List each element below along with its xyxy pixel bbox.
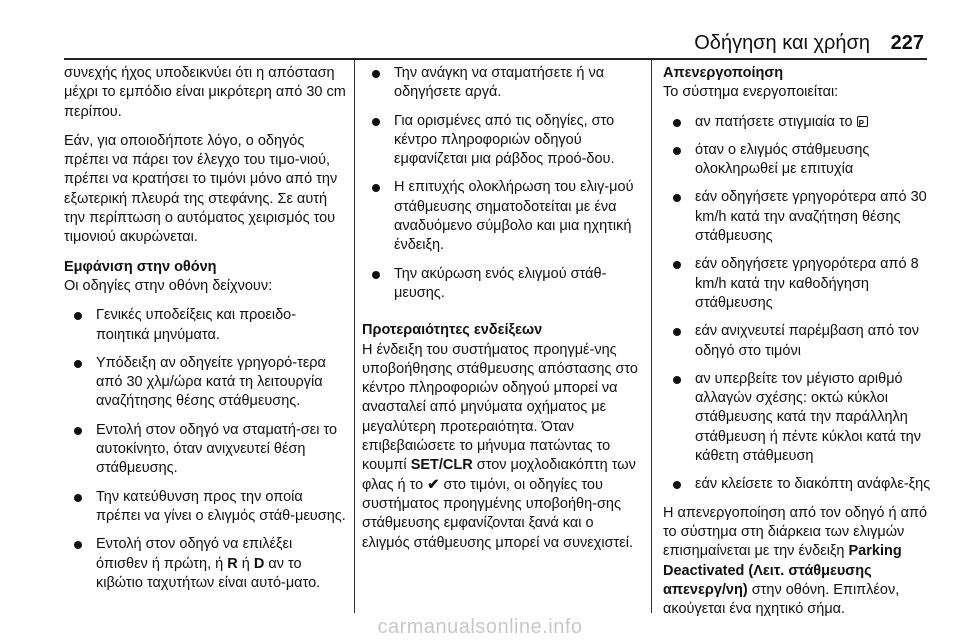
bullet-icon: [74, 541, 82, 549]
paragraph: Οι οδηγίες στην οθόνη δείχνουν:: [64, 277, 273, 294]
paragraph: Το σύστημα ενεργοποιείται:: [663, 84, 839, 101]
bullet-icon: [673, 194, 681, 202]
list-item: Για ορισμένες από τις οδηγίες, στο κέντρο πληροφοριών οδηγού εμφανίζεται μια ράβδος προό-δου.: [362, 112, 643, 170]
list-item: Την ανάγκη να σταματήσετε ή να οδηγήσετε αργά.: [362, 64, 643, 103]
bullet-icon: [673, 261, 681, 269]
column-2: [362, 64, 643, 557]
bullet-list: [663, 113, 933, 495]
bullet-icon: [372, 271, 380, 279]
list-item: Η επιτυχής ολοκλήρωση του ελιγ-μού στάθμευσης σηματοδοτείται με ένα αναδυόμενο σύμβολο και μια ηχητική ένδειξη.: [362, 178, 643, 255]
bullet-icon: [74, 360, 82, 368]
bullet-icon: [74, 312, 82, 320]
watermark: carmanualsonline.info: [377, 616, 583, 638]
column-1: [64, 64, 346, 602]
section-title: Οδήγηση και χρήση: [694, 32, 870, 54]
bullet-list: [362, 64, 643, 303]
page-header: [0, 30, 960, 56]
list-item: Γενικές υποδείξεις και προειδο-ποιητικά μηνύματα.: [64, 306, 346, 345]
bullet-icon: [74, 494, 82, 502]
list-item: όταν ο ελιγμός στάθμευσης ολοκληρωθεί με επιτυχία: [663, 141, 933, 180]
gear-d-label: D: [253, 555, 265, 572]
bullet-icon: [673, 376, 681, 384]
bullet-icon: [673, 119, 681, 127]
paragraph: Η ένδειξη του συστήματος προηγμέ-νης υποβοήθησης στάθμευσης απόστασης στο κέντρο πληροφοριών οδηγού μπορεί να ανασταλεί από μηνύματα οχήματος με μεγαλύτερη προτεραιότητα. Όταν επιβεβαιώσετε το μήνυμα πατώντας το κουμπί SET/CLR στον μοχλοδιακόπτη των φλας ή το ✔ στο τιμόνι, οι οδηγίες του συστήματος προηγμένης υποβοήθη-σης στάθμευσης εμφανίζονται ξανά και ο ελιγμός στάθμευσης μπορεί να συνεχιστεί.: [362, 341, 638, 551]
list-item: αν υπερβείτε τον μέγιστο αριθμό αλλαγών σχέσης: οκτώ κύκλοι στάθμευσης κατά την παράλληλη στάθμευση ή πέντε κύκλοι κατά την κάθετη στάθμευση: [663, 370, 933, 466]
park-assist-icon: [857, 116, 868, 127]
section-heading: Προτεραιότητες ενδείξεων: [362, 322, 543, 339]
page-number: 227: [890, 32, 924, 54]
check-icon: ✔: [427, 476, 440, 493]
column-divider-2: [651, 60, 652, 613]
column-divider-1: [354, 60, 355, 613]
column-3: [663, 64, 933, 623]
parking-deactivated-message: Parking Deactivated (Λειτ. στάθμευσης απενεργ/νη): [663, 543, 902, 598]
list-item: Εντολή στον οδηγό να επιλέξει όπισθεν ή πρώτη, ή R ή D αν το κιβώτιο ταχυτήτων είναι αυτό-ματο.: [64, 535, 346, 593]
list-item: Υπόδειξη αν οδηγείτε γρηγορό-τερα από 30 χλμ/ώρα κατά τη λειτουργία αναζήτησης θέσης στάθμευσης.: [64, 354, 346, 412]
bullet-icon: [673, 328, 681, 336]
paragraph: Η απενεργοποίηση από τον οδηγό ή από το σύστημα στη διάρκεια των ελιγμών επισημαίνεται με την ένδειξη Parking Deactivated (Λειτ. στάθμευσης απενεργ/νη) στην οθόνη. Επιπλέον, ακούγεται ένα ηχητικό σήμα.: [663, 504, 928, 618]
gear-r-label: R: [227, 555, 238, 572]
list-item: εάν οδηγήσετε γρηγορότερα από 8 km/h κατά την καθοδήγηση στάθμευσης: [663, 255, 933, 313]
list-item: Την ακύρωση ενός ελιγμού στάθ-μευσης.: [362, 265, 643, 304]
header-rule: [64, 58, 927, 60]
list-item: εάν κλείσετε το διακόπτη ανάφλε-ξης: [663, 475, 933, 494]
list-item: αν πατήσετε στιγμιαία το P: [663, 113, 933, 132]
set-clr-button-label: SET/CLR: [410, 457, 473, 474]
bullet-icon: [673, 481, 681, 489]
bullet-list: [64, 306, 346, 593]
list-item: εάν οδηγήσετε γρηγορότερα από 30 km/h κατά την αναζήτηση θέσης στάθμευσης: [663, 188, 933, 246]
list-item: Την κατεύθυνση προς την οποία πρέπει να γίνει ο ελιγμός στάθ-μευσης.: [64, 488, 346, 527]
bullet-icon: [673, 147, 681, 155]
list-item: Εντολή στον οδηγό να σταματή-σει το αυτοκίνητο, όταν ανιχνευτεί θέση στάθμευσης.: [64, 421, 346, 479]
bullet-icon: [74, 427, 82, 435]
bullet-icon: [372, 118, 380, 126]
bullet-icon: [372, 70, 380, 78]
list-item: εάν ανιχνευτεί παρέμβαση από τον οδηγό στο τιμόνι: [663, 322, 933, 361]
section-heading: Απενεργοποίηση: [663, 65, 784, 81]
section-heading: Εμφάνιση στην οθόνη: [64, 258, 217, 275]
paragraph: Εάν, για οποιοδήποτε λόγο, ο οδηγός πρέπει να πάρει τον έλεγχο του τιμο-νιού, πρέπει να κρατήσει το τιμόνι μόνο από την εξωτερική πλευρά της στεφάνης. Σε αυτή την περίπτωση ο αυτόματος χειρισμός του τιμονιού ακυρώνεται.: [64, 132, 338, 246]
paragraph: συνεχής ήχος υποδεικνύει ότι η απόσταση μέχρι το εμπόδιο είναι μικρότερη από 30 cm περίπου.: [64, 65, 346, 120]
bullet-icon: [372, 184, 380, 192]
